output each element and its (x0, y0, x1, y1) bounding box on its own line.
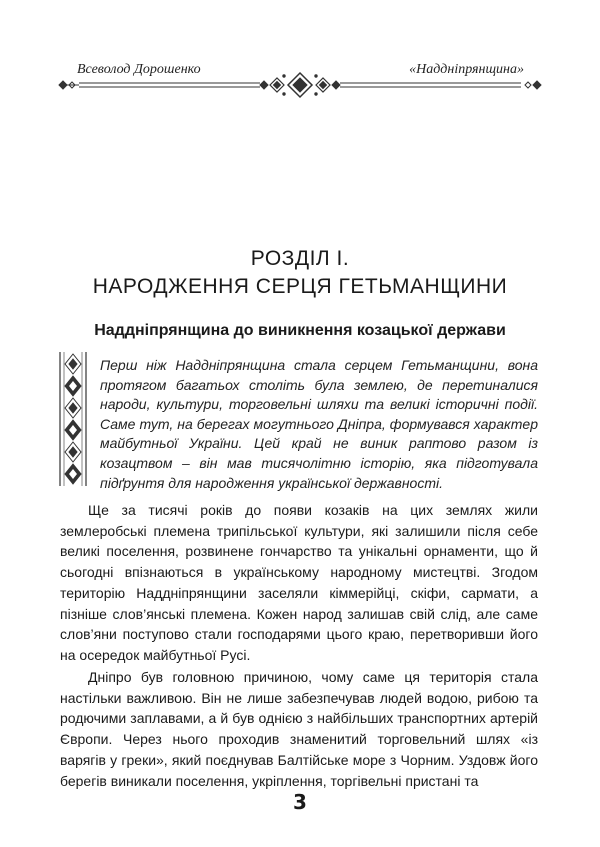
body-paragraph: Ще за тисячі років до появи козаків на цих землях жили землеробські племена трипільської культури, які залишили після себе великі поселення, розвинене гончарство та унікальні орнаменти, що й сьогодні впізнаються в українському народному мистецтві. Згодом територію Наддніпрянщини заселяли кіммерійці, скіфи, сармати, а пізніше слов’янські племена. Кожен народ залишав свій слід, але саме слов’яни поступово стали господарями цього краю, перетворивши його на осередок майбутньої Русі. (60, 502, 538, 663)
running-header-author: Всеволод Дорошенко (77, 62, 201, 77)
page-number: 3 (293, 790, 307, 814)
chapter-number: РОЗДІЛ І. (250, 247, 350, 270)
intro-paragraph: Перш ніж Наддніпрянщина стала серцем Гетьманщини, вона протягом багатьох століть була землею, де перетиналися народи, культури, торговельні шляхи та великі історичні події. Саме тут, на берегах могутнього Дніпра, формувався характер майбутньої України. Цей край не виник раптово разом із козацтвом – він мав тисячолітню історію, яка підготувала підґрунтя для народження української державності. (100, 357, 538, 491)
chapter-title: НАРОДЖЕННЯ СЕРЦЯ ГЕТЬМАНЩИНИ (92, 275, 508, 298)
running-header-title: «Наддніпрянщина» (409, 62, 524, 77)
embroidery-border-ornament-icon (58, 352, 88, 486)
body-paragraph: Дніпро був головною причиною, чому саме ця територія стала настільки важливою. Він не лише забезпечував людей водою, рибою та родючими заплавами, а й був однією з найбільших транспортних артерій Європи. Через нього проходив знаменитий торговельний шлях «із варягів у греки», який поєднував Балтійське море з Чорним. Уздовж його берегів виникали поселення, укріплення, торгівельні пристані та (60, 669, 538, 789)
embroidery-divider-ornament-icon (55, 70, 545, 100)
section-title: Наддніпрянщина до виникнення козацької держави (94, 322, 506, 339)
